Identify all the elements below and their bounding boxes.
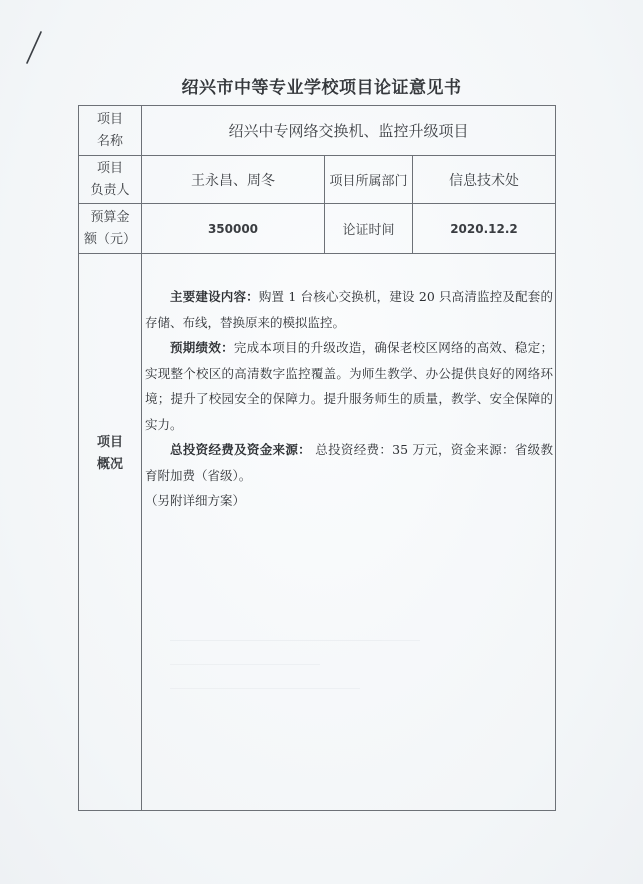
paragraph-text: 购置 1 台核心交换机，建设 20 只高清监控及配套的存储、布线，替换原来的模拟监控。 bbox=[145, 289, 553, 330]
label-line: 额（元） bbox=[83, 231, 136, 247]
paragraph-heading: 总投资经费及资金来源： bbox=[170, 442, 311, 457]
label-line: 项目 bbox=[96, 160, 123, 176]
budget-value: 350000 bbox=[207, 221, 259, 236]
overview-text bbox=[145, 284, 553, 514]
label-line: 项目 bbox=[96, 111, 123, 127]
review-date-label: 论证时间 bbox=[342, 223, 395, 238]
overview-paragraph-funding bbox=[145, 437, 553, 488]
overview-content bbox=[79, 254, 555, 810]
bleed-through-marks bbox=[170, 640, 450, 720]
project-leader-label bbox=[79, 156, 141, 203]
label-line: 名称 bbox=[96, 133, 123, 149]
paragraph-heading: 预期绩效： bbox=[170, 340, 234, 355]
document-title: 绍兴市中等专业学校项目论证意见书 bbox=[181, 78, 462, 98]
label-line: 负责人 bbox=[90, 182, 130, 198]
paragraph-text: 总投资经费：35 万元，资金来源：省级教育附加费（省级）。 bbox=[145, 442, 553, 483]
paragraph-heading: 主要建设内容： bbox=[170, 289, 259, 304]
department-value: 信息技术处 bbox=[449, 172, 519, 189]
pen-stroke-mark bbox=[24, 30, 44, 66]
project-leader-value: 王永昌、周冬 bbox=[191, 172, 275, 189]
label-line: 概况 bbox=[96, 457, 123, 472]
paragraph-text: 完成本项目的升级改造，确保老校区网络的高效、稳定；实现整个校区的高清数字监控覆盖。为师生教学、办公提供良好的网络环境；提升了校园安全的保障力。提升服务师生的质量，教学、安全保障的实力。 bbox=[145, 340, 553, 432]
label-line: 预算金 bbox=[90, 209, 130, 225]
overview-paragraph-performance bbox=[145, 335, 553, 437]
project-name-value: 绍兴中专网络交换机、监控升级项目 bbox=[228, 122, 469, 140]
label-line: 项目 bbox=[96, 435, 123, 450]
overview-paragraph-construction bbox=[145, 284, 553, 335]
overview-note: （另附详细方案） bbox=[145, 493, 246, 508]
review-date-value: 2020.12.2 bbox=[450, 221, 518, 236]
budget-label bbox=[79, 204, 141, 253]
project-name-label bbox=[79, 106, 141, 155]
department-label: 项目所属部门 bbox=[329, 174, 408, 189]
